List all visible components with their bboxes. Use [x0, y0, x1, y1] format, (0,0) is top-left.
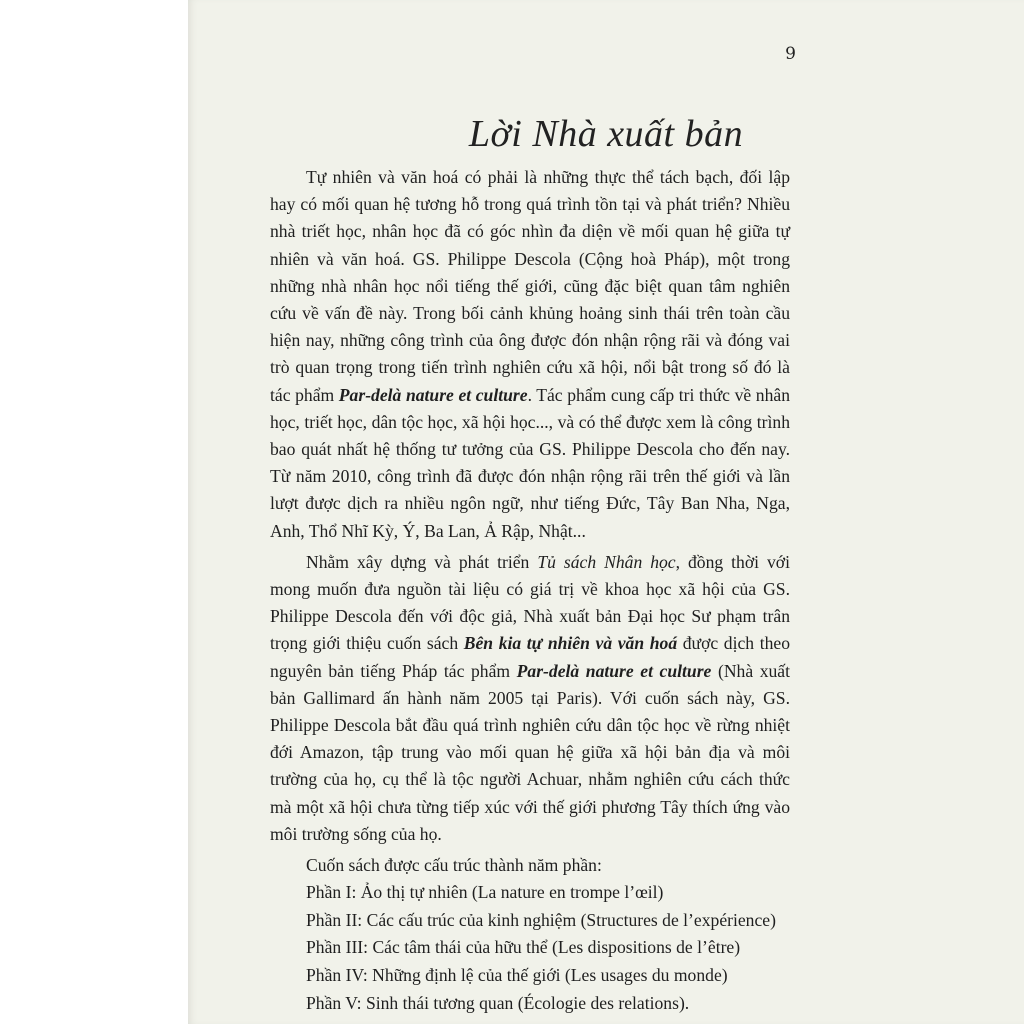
paragraph-1-text-b: . Tác phẩm cung cấp tri thức về nhân học, triết học, dân tộc học, xã hội học..., và có thể được xem là công trình bao quát nhất hệ thống tư tưởng của GS. Philippe Descola cho đến nay. Từ năm 2010, công trình đã được đón nhận rộng rãi trên thế giới và lần lượt được dịch ra nhiều ngôn ngữ, như tiếng Đức, Tây Ban Nha, Nga, Anh, Thổ Nhĩ Kỳ, Ý, Ba Lan, Ả Rập, Nhật... [270, 384, 790, 541]
paragraph-1-text-a: Tự nhiên và văn hoá có phải là những thực thể tách bạch, đối lập hay có mối quan hệ tương hỗ trong quá trình tồn tại và phát triển? Nhiều nhà triết học, nhân học đã có góc nhìn đa diện về mối quan hệ giữa tự nhiên và văn hoá. GS. Philippe Descola (Cộng hoà Pháp), một trong những nhà nhân học nổi tiếng thế giới, cũng đặc biệt quan tâm nghiên cứu về vấn đề này. Trong bối cảnh khủng hoảng sinh thái trên toàn cầu hiện nay, những công trình của ông được đón nhận rộng rãi và đóng vai trò quan trọng trong tiến trình nghiên cứu xã hội, nổi bật trong số đó là tác phẩm [270, 167, 790, 405]
list-item: Phần III: Các tâm thái của hữu thể (Les dispositions de l’être) [306, 937, 741, 958]
paragraph-1 [270, 164, 790, 545]
page-number: 9 [785, 44, 796, 64]
work-title: Par-delà nature et culture [516, 660, 712, 681]
body-text [270, 164, 790, 1017]
book-page [188, 0, 1024, 1024]
paragraph-2-text-b: , đồng thời với mong muốn đưa nguồn tài liệu có giá trị về khoa học xã hội của GS. Philippe Descola đến với độc giả, Nhà xuất bản Đại học Sư phạm trân trọng giới thiệu cuốn sách [270, 551, 791, 654]
paragraph-2-text-c: được dịch theo nguyên bản tiếng Pháp tác phẩm [270, 633, 791, 681]
series-title: Tủ sách Nhân học [537, 551, 676, 572]
parts-list [270, 879, 790, 1017]
paragraph-2-text-d: (Nhà xuất bản Gallimard ấn hành năm 2005 tại Paris). Với cuốn sách này, GS. Philippe Descola bắt đầu quá trình nghiên cứu dân tộc học về rừng nhiệt đới Amazon, tập trung vào mối quan hệ giữa xã hội bản địa và môi trường của họ, cụ thể là tộc người Achuar, nhằm nghiên cứu cách thức mà một xã hội chưa từng tiếp xúc với thế giới phương Tây thích ứng vào môi trường sống của họ. [270, 660, 791, 844]
list-item: Phần I: Ảo thị tự nhiên (La nature en trompe l’œil) [306, 882, 664, 903]
list-item: Phần II: Các cấu trúc của kinh nghiệm (Structures de l’expérience) [306, 909, 776, 930]
structure-intro: Cuốn sách được cấu trúc thành năm phần: [306, 855, 602, 876]
book-title: Bên kia tự nhiên và văn hoá [463, 633, 678, 654]
list-item: Phần V: Sinh thái tương quan (Écologie des relations). [306, 992, 690, 1013]
work-title: Par-delà nature et culture [338, 384, 528, 405]
list-item: Phần IV: Những định lệ của thế giới (Les usages du monde) [306, 965, 728, 986]
paragraph-2-text-a: Nhằm xây dựng và phát triển [306, 551, 538, 572]
page-title: Lời Nhà xuất bản [468, 113, 744, 155]
paragraph-2 [270, 549, 790, 848]
